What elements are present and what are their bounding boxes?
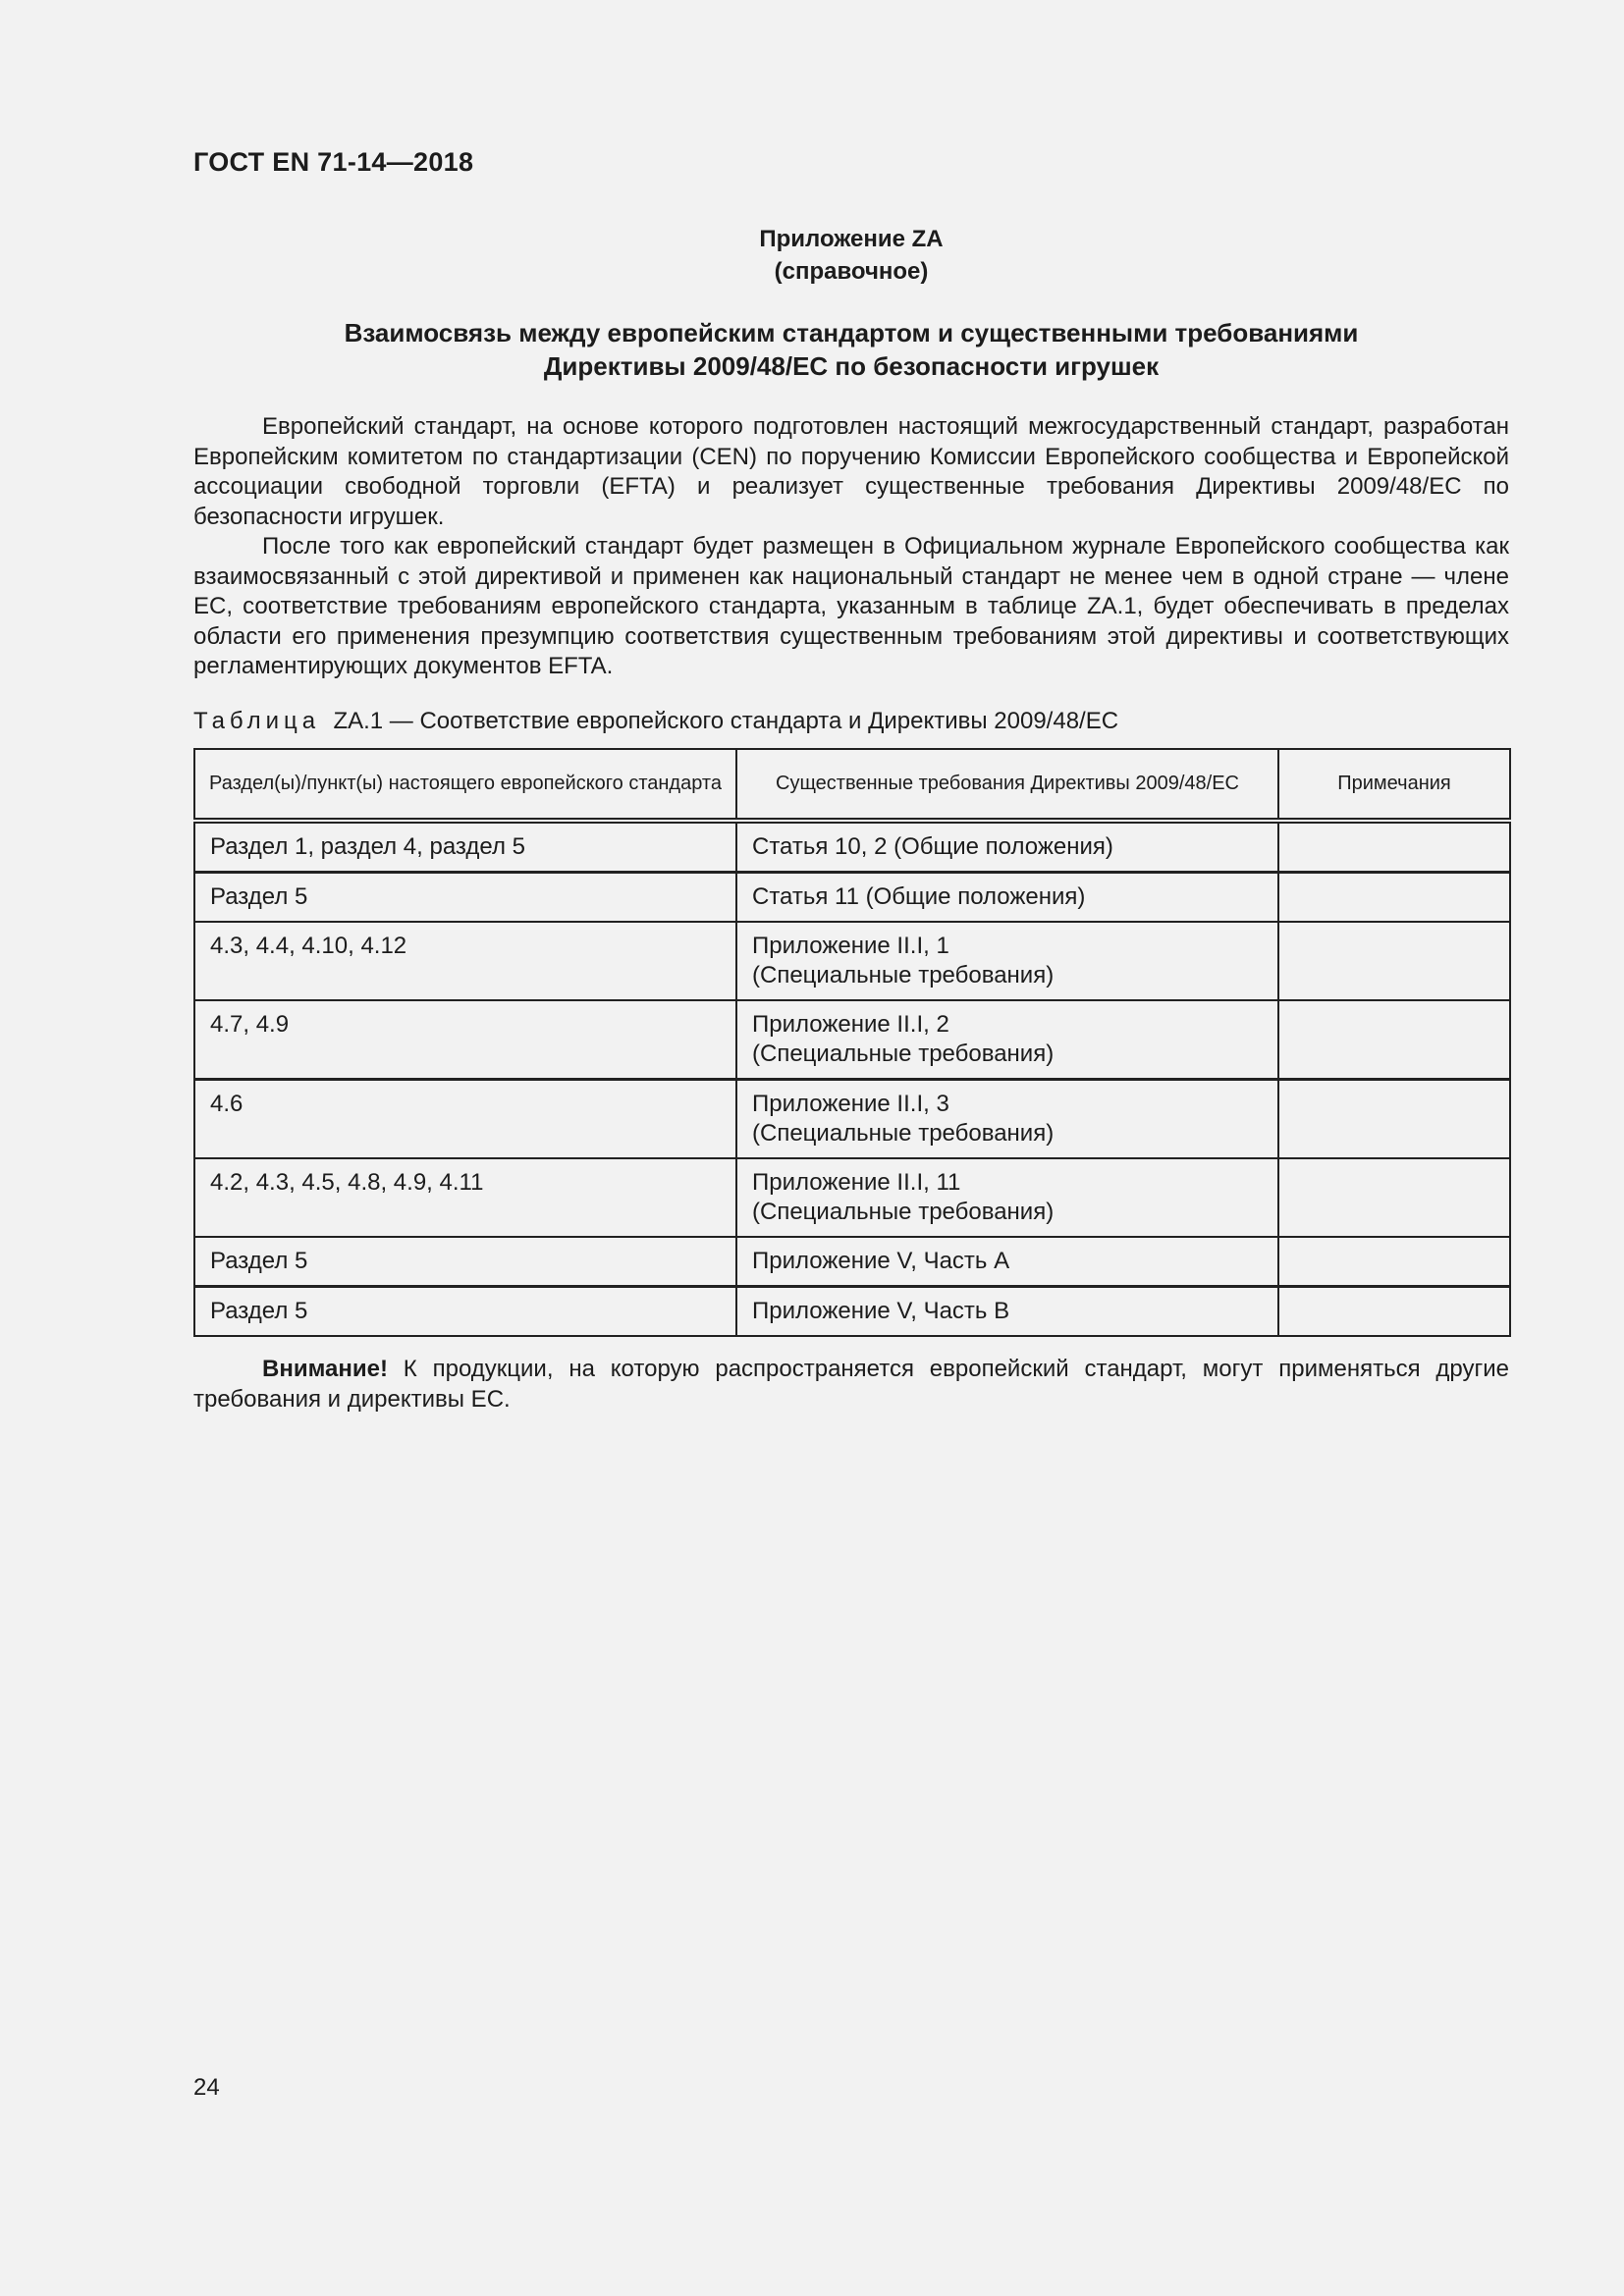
table-row — [194, 1080, 1510, 1159]
cell-requirement — [736, 922, 1278, 1000]
requirement-line-1: Приложение II.I, 2 — [752, 1011, 949, 1038]
requirement-line-2: (Специальные требования) — [752, 962, 1055, 988]
table-header-row — [194, 749, 1510, 821]
annex-title: Приложение ZA — [759, 226, 944, 252]
table-caption-text: ZA.1 — Соответствие европейского стандарта и Директивы 2009/48/ЕС — [333, 708, 1119, 734]
annex-subject-line-2: Директивы 2009/48/ЕС по безопасности игрушек — [543, 351, 1160, 381]
attention-label: Внимание! — [262, 1356, 388, 1382]
cell-notes — [1278, 873, 1510, 923]
requirement-line-2: (Специальные требования) — [752, 1041, 1055, 1067]
cell-requirement — [736, 1000, 1278, 1080]
page-number: 24 — [193, 2074, 220, 2101]
cell-section: Раздел 5 — [194, 1287, 736, 1337]
intro-text — [193, 412, 1509, 682]
requirement-line-1: Приложение II.I, 11 — [752, 1169, 961, 1196]
header-sections: Раздел(ы)/пункт(ы) настоящего европейского стандарта — [194, 749, 736, 821]
cell-notes — [1278, 922, 1510, 1000]
cell-section: 4.7, 4.9 — [194, 1000, 736, 1080]
annex-subject-line-1: Взаимосвязь между европейским стандартом и существенными требованиями — [344, 318, 1359, 347]
cell-section: 4.2, 4.3, 4.5, 4.8, 4.9, 4.11 — [194, 1158, 736, 1237]
requirement-line-2: (Специальные требования) — [752, 1120, 1055, 1147]
table-row — [194, 1237, 1510, 1287]
cell-section: Раздел 1, раздел 4, раздел 5 — [194, 821, 736, 873]
correspondence-table — [193, 748, 1511, 1337]
cell-section: Раздел 5 — [194, 1237, 736, 1287]
header-requirements: Существенные требования Директивы 2009/48/ЕС — [736, 749, 1278, 821]
cell-requirement — [736, 821, 1278, 873]
header-notes: Примечания — [1278, 749, 1510, 821]
cell-section: 4.3, 4.4, 4.10, 4.12 — [194, 922, 736, 1000]
cell-notes — [1278, 1000, 1510, 1080]
requirement-line-2: (Специальные требования) — [752, 1199, 1055, 1225]
table-caption — [193, 707, 1118, 736]
intro-paragraph-1: Европейский стандарт, на основе которого подготовлен настоящий межгосударственный стандарт, разработан Европейским комитетом по стандартизации (CEN) по поручению Комиссии Европейского сообщества и Европейской ассоциации свободной торговли (EFTA) и реализует существенные требования Директивы 2009/48/ЕС по безопасности игрушек. — [193, 413, 1509, 530]
intro-paragraph-2: После того как европейский стандарт будет размещен в Официальном журнале Европейского сообщества как взаимосвязанный с этой директивой и применен как национальный стандарт не менее чем в одной стране — члене ЕС, соответствие требованиям европейского стандарта, указанным в таблице ZA.1, будет обеспечивать в пределах области его применения презумпцию соответствия существенным требованиям этой директивы и соответствующих регламентирующих документов EFTA. — [193, 533, 1509, 679]
table-row — [194, 1158, 1510, 1237]
cell-section: Раздел 5 — [194, 873, 736, 923]
annex-subject — [193, 316, 1509, 383]
attention-note — [193, 1355, 1509, 1415]
cell-notes — [1278, 1237, 1510, 1287]
table-row — [194, 821, 1510, 873]
table-row — [194, 873, 1510, 923]
cell-requirement — [736, 1080, 1278, 1159]
table-row — [194, 1287, 1510, 1337]
cell-notes — [1278, 1287, 1510, 1337]
requirement-line-1: Приложение II.I, 1 — [752, 933, 949, 959]
cell-requirement — [736, 1237, 1278, 1287]
cell-notes — [1278, 1158, 1510, 1237]
requirement-line-1: Статья 10, 2 (Общие положения) — [752, 833, 1113, 860]
attention-text: К продукции, на которую распространяется европейский стандарт, могут применяться другие требования и директивы ЕС. — [193, 1356, 1509, 1413]
requirement-line-1: Приложение V, Часть А — [752, 1248, 1010, 1274]
cell-requirement — [736, 1158, 1278, 1237]
cell-section: 4.6 — [194, 1080, 736, 1159]
document-code: ГОСТ EN 71-14—2018 — [193, 147, 474, 177]
table-row — [194, 1000, 1510, 1080]
requirement-line-1: Приложение V, Часть В — [752, 1298, 1010, 1324]
cell-notes — [1278, 1080, 1510, 1159]
table-row — [194, 922, 1510, 1000]
requirement-line-1: Приложение II.I, 3 — [752, 1091, 949, 1117]
requirement-line-1: Статья 11 (Общие положения) — [752, 883, 1086, 910]
annex-status: (справочное) — [774, 258, 929, 285]
cell-requirement — [736, 1287, 1278, 1337]
cell-requirement — [736, 873, 1278, 923]
table-caption-label: Таблица — [193, 708, 321, 734]
cell-notes — [1278, 821, 1510, 873]
attention-paragraph — [193, 1355, 1509, 1415]
